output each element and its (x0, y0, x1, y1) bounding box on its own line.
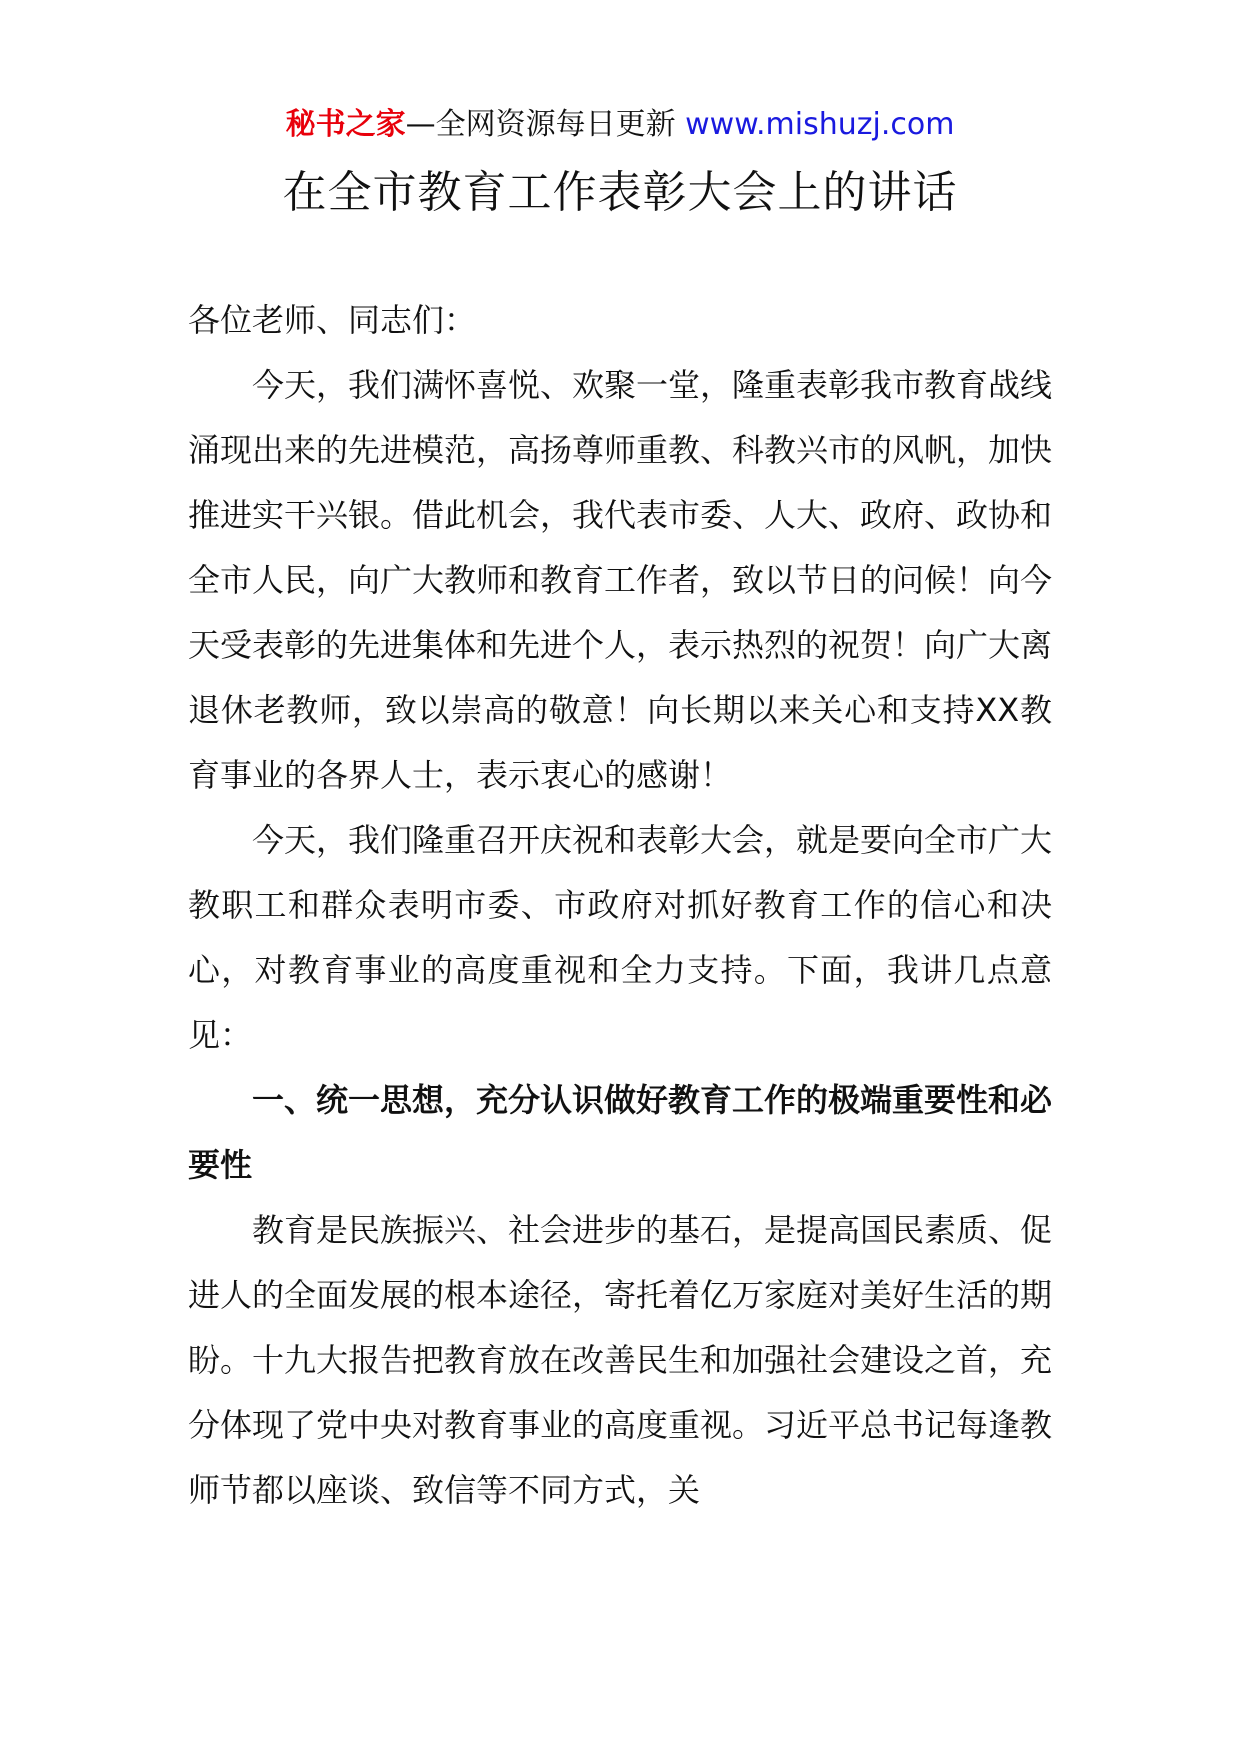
document-body (188, 288, 1052, 1523)
site-tagline: —全网资源每日更新 (405, 107, 676, 142)
brand-name: 秘书之家 (285, 107, 406, 142)
body-paragraph: 今天，我们隆重召开庆祝和表彰大会，就是要向全市广大教职工和群众表明市委、市政府对抓好教育工作的信心和决心，对教育事业的高度重视和全力支持。下面，我讲几点意见： (188, 821, 1053, 1054)
body-paragraph: 教育是民族振兴、社会进步的基石，是提高国民素质、促进人的全面发展的根本途径，寄托着亿万家庭对美好生活的期盼。十九大报告把教育放在改善民生和加强社会建设之首，充分体现了党中央对教育事业的高度重视。习近平总书记每逢教师节都以座谈、致信等不同方式，关 (188, 1211, 1053, 1509)
section-heading: 一、统一思想，充分认识做好教育工作的极端重要性和必要性 (188, 1081, 1053, 1184)
site-header (0, 100, 1240, 150)
site-url-link[interactable]: www.mishuzj.com (685, 107, 955, 142)
salutation: 各位老师、同志们： (188, 301, 477, 339)
document-title: 在全市教育工作表彰大会上的讲话 (282, 167, 958, 218)
body-paragraph: 今天，我们满怀喜悦、欢聚一堂，隆重表彰我市教育战线涌现出来的先进模范，高扬尊师重教、科教兴市的风帆，加快推进实干兴银。借此机会，我代表市委、人大、政府、政协和全市人民，向广大教师和教育工作者，致以节日的问候！向今天受表彰的先进集体和先进个人，表示热烈的祝贺！向广大离退休老教师，致以崇高的敬意！向长期以来关心和支持XX教育事业的各界人士，表示衷心的感谢！ (188, 366, 1053, 794)
